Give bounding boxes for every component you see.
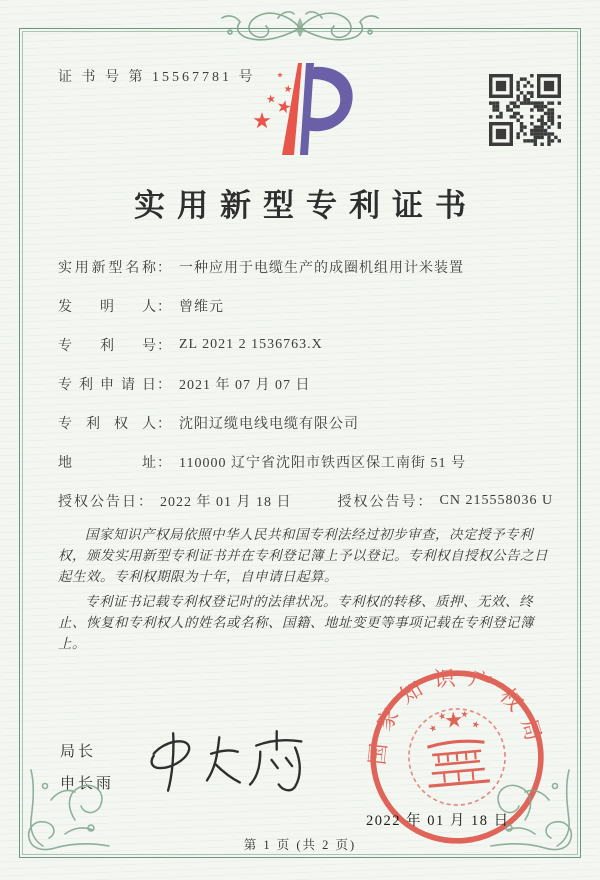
- page-number: 第 1 页 (共 2 页): [243, 838, 357, 852]
- legal-paragraph-1: 国家知识产权局依照中华人民共和国专利法经过初步审查，决定授予专利权，颁发实用新型专利证书并在专利登记簿上予以登记。专利权自授权公告之日起生效。专利权期限为十年，自申请日起算。: [58, 527, 548, 584]
- field-value: 110000 辽宁省沈阳市铁西区保工南街 51 号: [179, 455, 466, 471]
- cnipa-logo-icon: [238, 58, 358, 170]
- svg-text:国家知识产权局: [359, 659, 548, 768]
- legal-text: [58, 524, 554, 658]
- grant-date-value: 2022 年 01 月 18 日: [160, 494, 292, 510]
- grant-number-label: 授权公告号: [337, 494, 418, 510]
- national-emblem-icon: [422, 708, 489, 786]
- field-label: 专利申请日: [58, 377, 156, 393]
- field-value: 一种应用于电缆生产的成圈机组用计米装置: [179, 260, 464, 276]
- field-label: 专利号: [58, 338, 156, 354]
- seal-arc-text: 国家知识产权局: [365, 665, 549, 766]
- field-value: 沈阳辽缆电线电缆有限公司: [179, 416, 359, 432]
- field-row-address: [58, 442, 554, 481]
- commissioner-title: 局长: [60, 744, 97, 760]
- field-row-name: [58, 247, 554, 286]
- field-value: 曾维元: [179, 299, 224, 315]
- certificate-number: 证 书 号 第 15567781 号: [58, 70, 256, 85]
- grant-number-value: CN 215558036 U: [439, 492, 554, 508]
- field-colon: ：: [417, 494, 432, 510]
- field-label: 专利权人: [58, 416, 156, 432]
- seal-date: 2022 年 01 月 18 日: [366, 813, 510, 829]
- field-row-patent-number: [58, 325, 554, 364]
- field-row-patentee: [58, 403, 554, 442]
- field-label: 地址: [58, 455, 156, 471]
- grant-date-label: 授权公告日: [58, 494, 138, 510]
- field-list: [58, 247, 554, 520]
- field-colon: ：: [138, 494, 152, 510]
- field-value: ZL 2021 2 1536763.X: [179, 336, 323, 352]
- field-colon: ：: [157, 377, 171, 393]
- field-label: 发明人: [58, 299, 156, 315]
- field-row-grant: [58, 481, 554, 520]
- certificate-title: 实用新型专利证书: [134, 188, 478, 223]
- legal-paragraph-2: 专利证书记载专利权登记时的法律状况。专利权的转移、质押、无效、终止、恢复和专利权人的姓名或名称、国籍、地址变更等事项记载在专利登记簿上。: [58, 594, 534, 651]
- field-colon: ：: [157, 416, 171, 432]
- field-colon: ：: [157, 338, 171, 354]
- field-colon: ：: [157, 455, 171, 471]
- signature-icon: [125, 720, 330, 808]
- commissioner-name: 申长雨: [60, 776, 115, 792]
- field-row-inventor: [58, 286, 554, 325]
- field-colon: ：: [157, 260, 171, 276]
- qr-code-icon: [489, 74, 561, 146]
- field-value: 2021 年 07 月 07 日: [179, 377, 311, 393]
- field-label: 实用新型名称: [58, 260, 156, 276]
- grant-number-pair: [338, 491, 554, 511]
- top-flourish-icon: [200, 2, 400, 48]
- field-row-filing-date: [58, 364, 554, 403]
- grant-date-pair: [58, 491, 292, 511]
- field-colon: ：: [157, 299, 171, 315]
